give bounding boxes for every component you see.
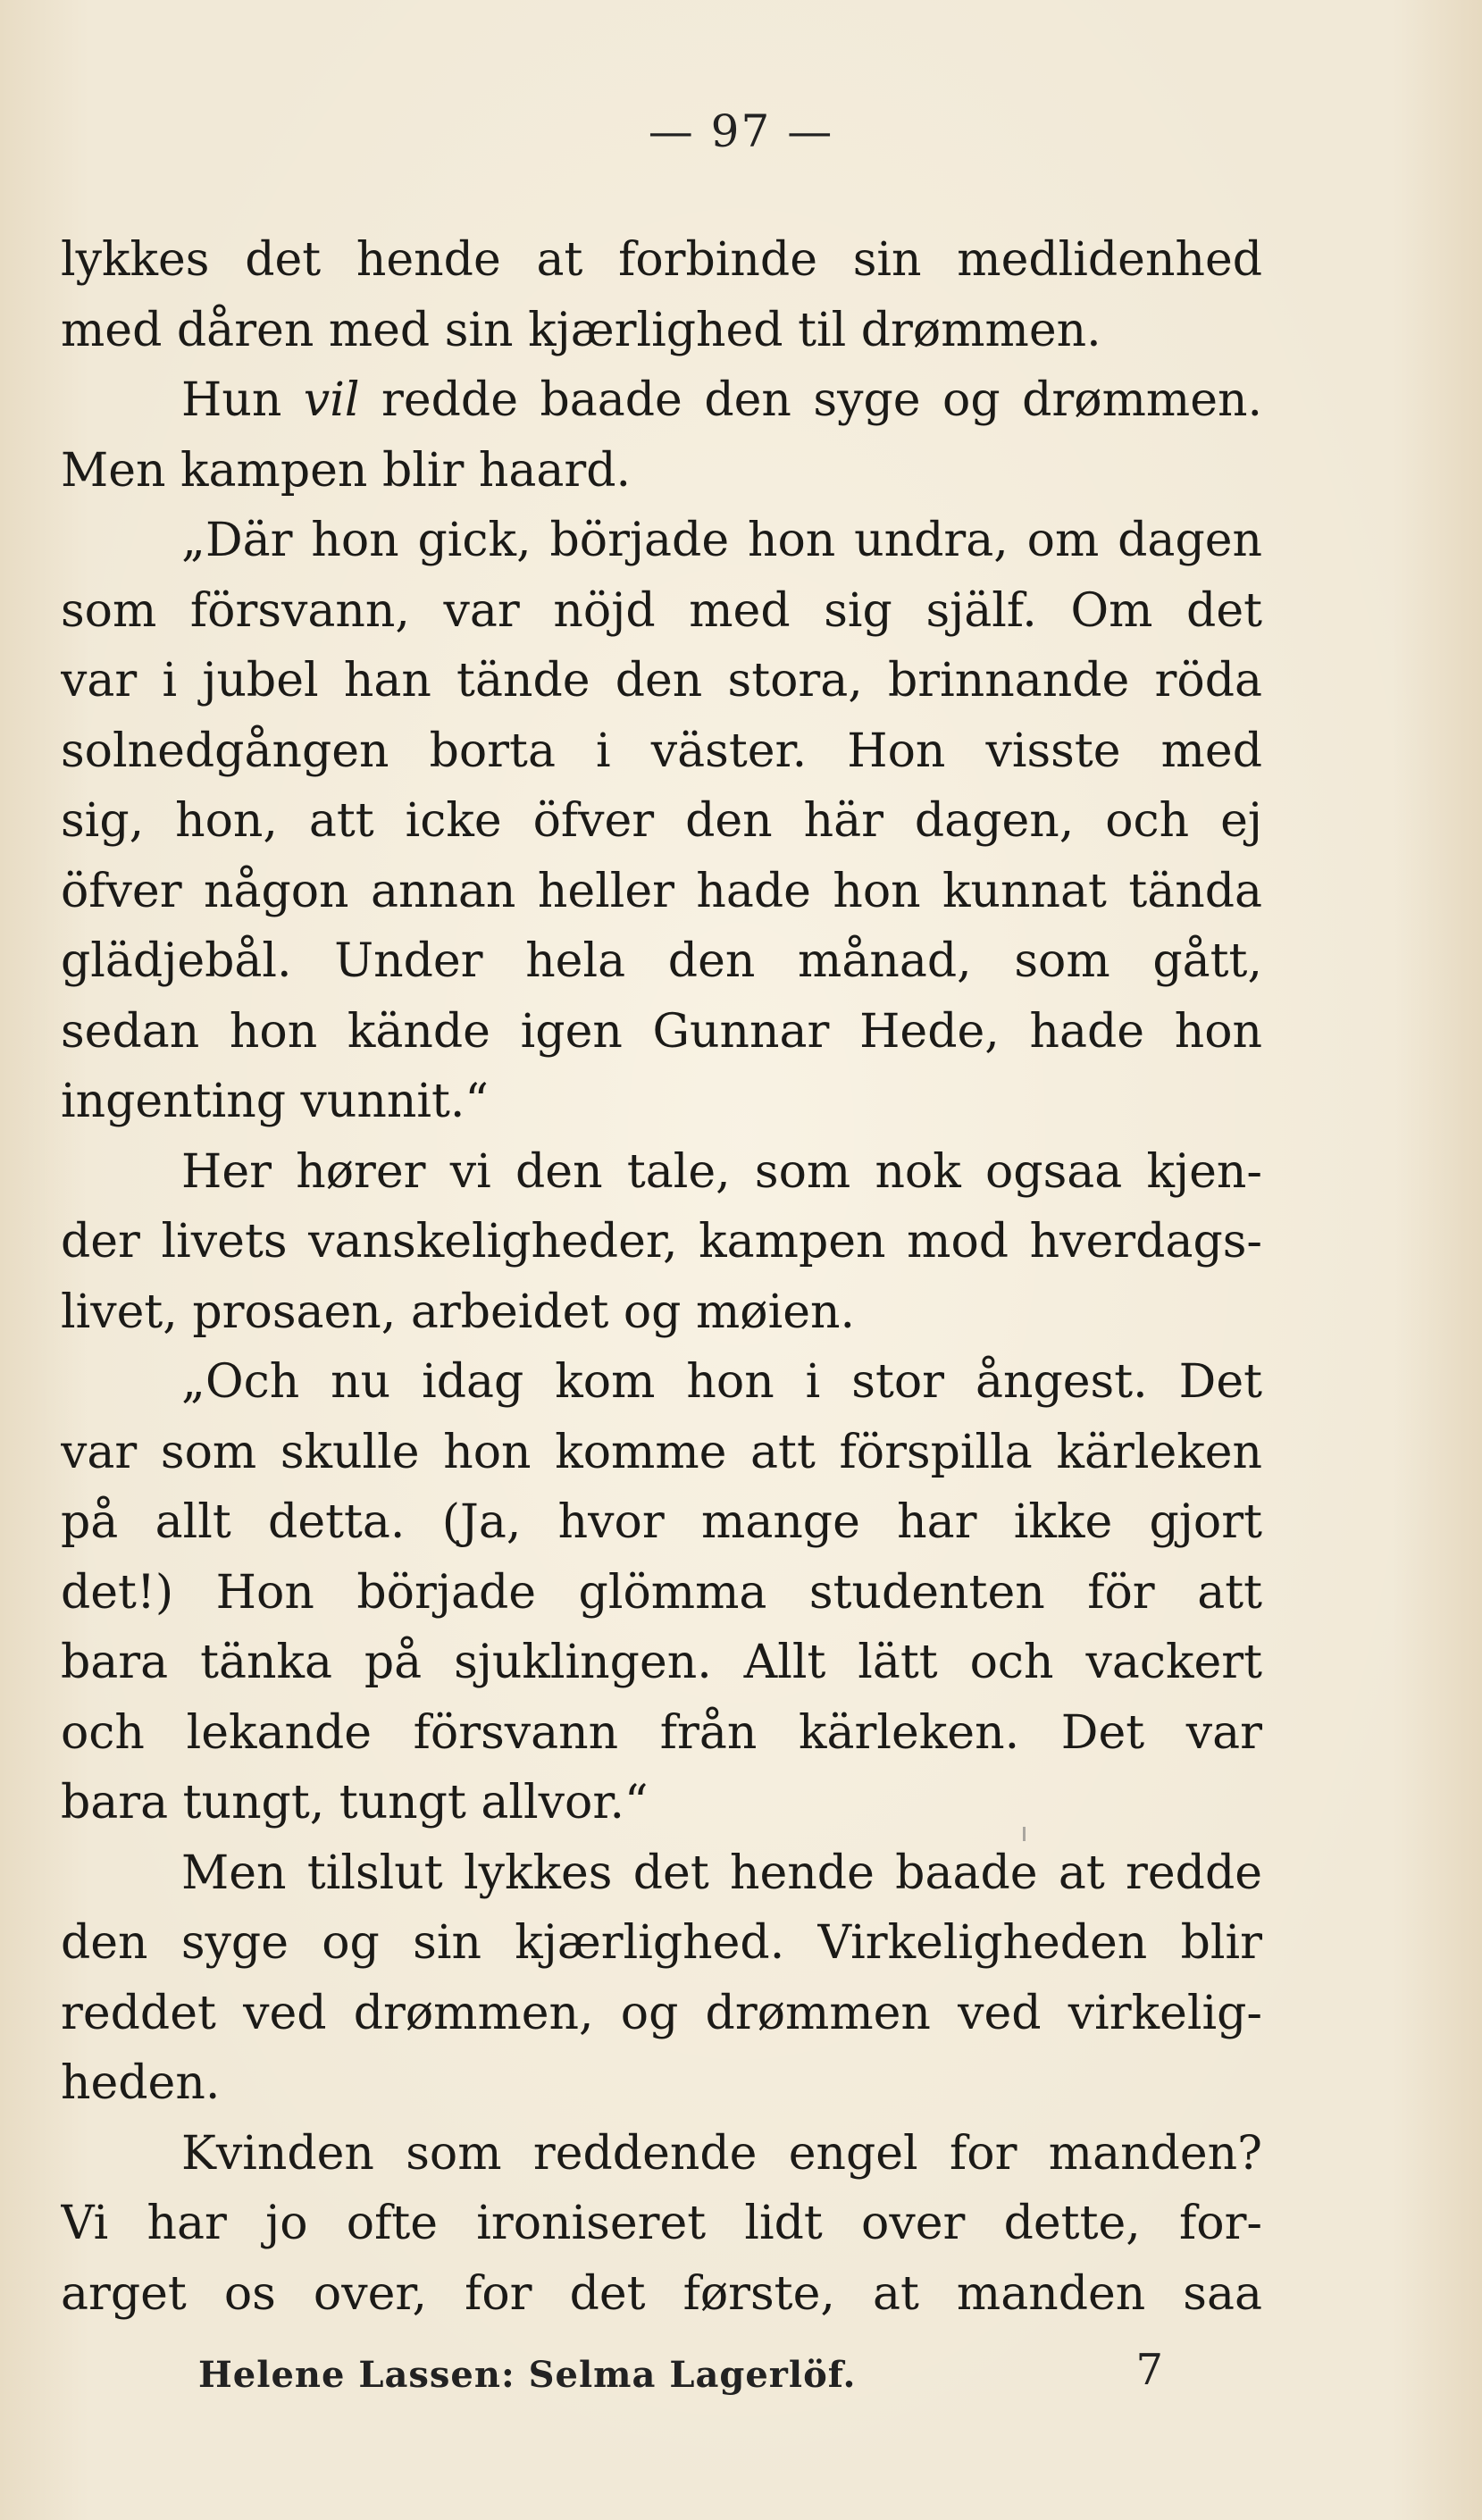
text-line: och lekande försvann från kärleken. Det var: [61, 1705, 1262, 1760]
text-line: heden.: [61, 2056, 221, 2110]
text-line: var i jubel han tände den stora, brinnande röda: [61, 654, 1262, 707]
text-line: Vi har jo ofte ironiseret lidt over dette, for-: [61, 2197, 1262, 2250]
text-line: med dåren med sin kjærlighed til drømmen.: [61, 303, 1101, 357]
text-segment: Hun: [181, 373, 304, 427]
body-text: [61, 225, 1262, 2329]
text-line: arget os over, for det første, at manden saa: [61, 2266, 1262, 2321]
text-line: det!) Hon började glömma studenten för att: [61, 1565, 1262, 1620]
text-line: ingenting vunnit.“: [61, 1075, 489, 1128]
text-line: bara tänka på sjuklingen. Allt lätt och vackert: [61, 1636, 1262, 1689]
text-line: på allt detta. (Ja, hvor mange har ikke gjort: [61, 1495, 1262, 1549]
text-line: Her hører vi den tale, som nok ogsaa kjen-: [181, 1144, 1262, 1199]
printer-signature-mark: 7: [1135, 2345, 1163, 2395]
footer-author-title: Helene Lassen: Selma Lagerlöf.: [198, 2354, 857, 2396]
text-line: glädjebål. Under hela den månad, som gått,: [61, 934, 1262, 988]
text-line: der livets vanskeligheder, kampen mod hverdags-: [61, 1215, 1262, 1268]
text-line: solnedgången borta i väster. Hon visste med: [61, 724, 1262, 778]
text-line: Kvinden som reddende engel for manden?: [181, 2126, 1262, 2181]
text-line: sig, hon, att icke öfver den här dagen, och ej: [61, 794, 1262, 848]
text-segment: redde baade den syge og drømmen.: [359, 373, 1262, 427]
text-line: Men tilslut lykkes det hende baade at redde: [181, 1846, 1262, 1900]
text-line: bara tungt, tungt allvor.“: [61, 1776, 649, 1829]
text-line: livet, prosaen, arbeidet og møien.: [61, 1285, 856, 1339]
page-number-header: — 97 —: [648, 105, 834, 157]
paper-speck: [1023, 1827, 1026, 1841]
text-line: „Och nu idag kom hon i stor ångest. Det: [181, 1355, 1262, 1409]
text-line: den syge og sin kjærlighed. Virkeligheden blir: [61, 1916, 1262, 1970]
text-line: som försvann, var nöjd med sig själf. Om det: [61, 583, 1262, 638]
text-line: lykkes det hende at forbinde sin medlidenhed: [61, 233, 1262, 287]
text-line: var som skulle hon komme att förspilla kärleken: [61, 1425, 1262, 1479]
text-line: öfver någon annan heller hade hon kunnat tända: [61, 864, 1262, 918]
text-line: Men kampen blir haard.: [61, 443, 632, 498]
emphasized-word: vil: [303, 373, 360, 427]
page-footer: [198, 2345, 1163, 2407]
text-line: reddet ved drømmen, og drømmen ved virkelig-: [61, 1986, 1262, 2040]
text-line: [61, 365, 1262, 436]
text-line: „Där hon gick, började hon undra, om dagen: [181, 514, 1262, 567]
text-line: sedan hon kände igen Gunnar Hede, hade hon: [61, 1004, 1262, 1059]
